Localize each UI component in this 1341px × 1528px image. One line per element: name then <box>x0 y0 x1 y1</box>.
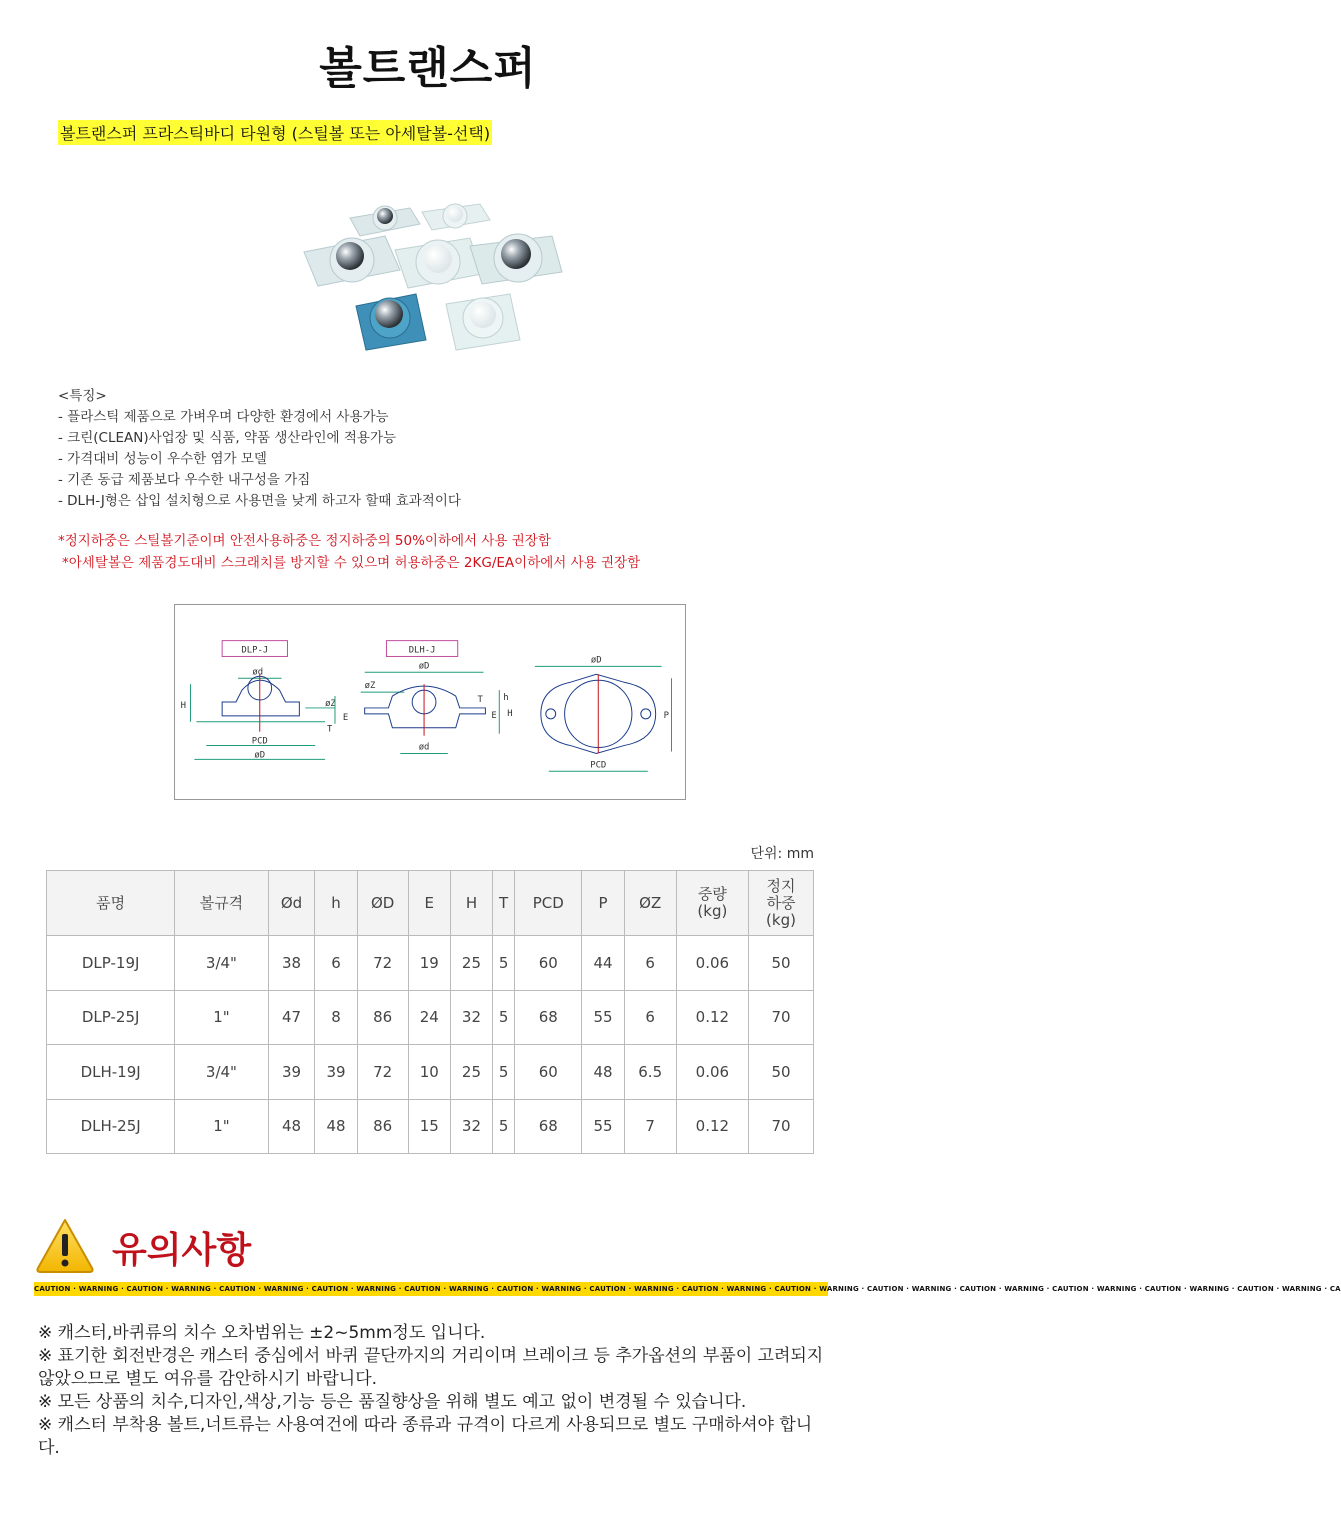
cell: 39 <box>268 1045 315 1100</box>
cell: 47 <box>268 990 315 1045</box>
cell: 32 <box>450 1099 492 1154</box>
load-notes <box>58 530 640 574</box>
dlh-label: DLH-J <box>408 645 436 656</box>
cell: 55 <box>582 1099 624 1154</box>
col-static-load: 정지 하중 (kg) <box>748 871 813 936</box>
cell: 48 <box>315 1099 357 1154</box>
caution-item: ※ 캐스터 부착용 볼트,너트류는 사용여건에 따라 종류과 규격이 다르게 사용되므로 별도 구매하셔야 합니다. <box>38 1415 813 1458</box>
cell: 39 <box>315 1045 357 1100</box>
cell: 68 <box>515 990 582 1045</box>
cell: 10 <box>408 1045 450 1100</box>
transfer-unit-6 <box>356 294 426 350</box>
cell: 6 <box>315 936 357 991</box>
cell: 5 <box>493 1045 515 1100</box>
col-product: 품명 <box>47 871 175 936</box>
cell: 5 <box>493 1099 515 1154</box>
dim-e-dlp: E <box>342 712 349 723</box>
cell: 60 <box>515 1045 582 1100</box>
cell: 55 <box>582 990 624 1045</box>
cell: 5 <box>493 990 515 1045</box>
feature-item: - DLH-J형은 삽입 설치형으로 사용면을 낮게 하고자 할때 효과적이다 <box>58 493 461 509</box>
cell: DLH-25J <box>47 1099 175 1154</box>
cell: 25 <box>450 1045 492 1100</box>
col-od: Ød <box>268 871 315 936</box>
dim-e-dlh: E <box>491 710 497 721</box>
col-ball-size: 볼규격 <box>175 871 268 936</box>
dimension-diagram <box>174 604 686 800</box>
transfer-unit-5 <box>470 234 562 284</box>
dim-t-dlh: T <box>477 695 483 705</box>
dim-oD-top: øD <box>590 655 602 666</box>
cell: 50 <box>748 1045 813 1100</box>
cell: DLP-25J <box>47 990 175 1045</box>
cell: 24 <box>408 990 450 1045</box>
features-section <box>58 386 461 512</box>
transfer-unit-3 <box>304 236 400 286</box>
features-heading: <특징> <box>58 388 107 404</box>
cell: 70 <box>748 1099 813 1154</box>
col-pcd: PCD <box>515 871 582 936</box>
table-row <box>47 1045 814 1100</box>
caution-list <box>38 1322 828 1460</box>
cell: 0.12 <box>676 990 748 1045</box>
col-oz: ØZ <box>624 871 676 936</box>
cell: DLP-19J <box>47 936 175 991</box>
feature-item: - 플라스틱 제품으로 가벼우며 다양한 환경에서 사용가능 <box>58 409 389 425</box>
cell: 50 <box>748 936 813 991</box>
caution-item: ※ 캐스터,바퀴류의 치수 오차범위는 ±2~5mm정도 입니다. <box>38 1323 486 1343</box>
dim-od-dlh: ød <box>418 742 430 753</box>
table-row <box>47 990 814 1045</box>
cell: 3/4" <box>175 1045 268 1100</box>
table-row <box>47 936 814 991</box>
feature-item: - 크린(CLEAN)사업장 및 식품, 약품 생산라인에 적용가능 <box>58 430 397 446</box>
cell: 86 <box>357 990 408 1045</box>
dim-oz-dlp: øZ <box>325 698 336 709</box>
transfer-unit-2 <box>422 204 490 230</box>
cell: 0.06 <box>676 936 748 991</box>
cell: 3/4" <box>175 936 268 991</box>
cell: 1" <box>175 1099 268 1154</box>
dim-oD-dlp: øD <box>254 750 266 761</box>
feature-item: - 기존 동급 제품보다 우수한 내구성을 가짐 <box>58 472 311 488</box>
col-t: T <box>493 871 515 936</box>
cell: 25 <box>450 936 492 991</box>
cell: 15 <box>408 1099 450 1154</box>
cell: 8 <box>315 990 357 1045</box>
caution-item: ※ 모든 상품의 치수,디자인,색상,기능 등은 품질향상을 위해 별도 예고 없이 변경될 수 있습니다. <box>38 1392 747 1412</box>
cell: 1" <box>175 990 268 1045</box>
caution-title: 유의사항 <box>112 1230 252 1271</box>
col-h: h <box>315 871 357 936</box>
cell: 0.06 <box>676 1045 748 1100</box>
dim-t-dlp: T <box>327 724 333 735</box>
dim-h-dlp: H <box>180 700 186 711</box>
cell: 5 <box>493 936 515 991</box>
dim-p-top: P <box>663 710 669 721</box>
cell: DLH-19J <box>47 1045 175 1100</box>
cell: 6 <box>624 936 676 991</box>
dim-pcd-dlp: PCD <box>251 736 268 747</box>
warning-triangle-icon <box>34 1215 96 1275</box>
cell: 19 <box>408 936 450 991</box>
cell: 6.5 <box>624 1045 676 1100</box>
spec-table <box>46 870 814 1154</box>
cell: 60 <box>515 936 582 991</box>
cell: 68 <box>515 1099 582 1154</box>
table-header-row <box>47 871 814 936</box>
product-subtitle: 볼트랜스퍼 프라스틱바디 타원형 (스틸볼 또는 아세탈볼-선택) <box>58 120 492 145</box>
dim-oD-dlh: øD <box>418 661 430 672</box>
dim-h-dlh: H <box>507 708 513 719</box>
caution-tape: CAUTION · WARNING · CAUTION · WARNING · CAUTION · WARNING · CAUTION · WARNING · CAUTION · WARNING · CAUTION · WARNING · CAUTION · WARNING · CAUTION · WARNING · CAUTION · WARNING · CAUTION · WARNING · CAUTION · WARNING · CAUTION · WARNING · CAUTION · WARNING · CAUTION · WARNING · CA <box>34 1282 828 1296</box>
cell: 6 <box>624 990 676 1045</box>
col-e: E <box>408 871 450 936</box>
cell: 86 <box>357 1099 408 1154</box>
dlp-label: DLP-J <box>241 645 269 656</box>
cell: 72 <box>357 1045 408 1100</box>
cell: 44 <box>582 936 624 991</box>
unit-label: 단위: mm <box>750 846 814 862</box>
dim-pcd-top: PCD <box>590 760 607 771</box>
note-acetal-ball: *아세탈볼은 제품경도대비 스크래치를 방지할 수 있으며 허용하중은 2KG/EA이하에서 사용 권장함 <box>62 555 641 571</box>
cell: 7 <box>624 1099 676 1154</box>
cell: 70 <box>748 990 813 1045</box>
dim-od-dlp: ød <box>252 667 264 678</box>
transfer-unit-7 <box>446 294 520 350</box>
cell: 38 <box>268 936 315 991</box>
dim-hh-dlh: h <box>503 693 509 704</box>
col-oD: ØD <box>357 871 408 936</box>
page-title: 볼트랜스퍼 <box>319 43 537 94</box>
feature-item: - 가격대비 성능이 우수한 염가 모델 <box>58 451 267 467</box>
cell: 48 <box>582 1045 624 1100</box>
note-static-load: *정지하중은 스틸볼기준이며 안전사용하중은 정지하중의 50%이하에서 사용 권장함 <box>58 533 551 549</box>
transfer-unit-1 <box>350 206 420 236</box>
caution-item: ※ 표기한 회전반경은 캐스터 중심에서 바퀴 끝단까지의 거리이며 브레이크 등 추가옵션의 부품이 고려되지 않았으므로 별도 여유를 감안하시기 바랍니다. <box>38 1346 824 1389</box>
col-weight: 중량 (kg) <box>676 871 748 936</box>
col-H: H <box>450 871 492 936</box>
product-photo <box>290 190 570 360</box>
transfer-unit-4 <box>395 238 482 288</box>
cell: 32 <box>450 990 492 1045</box>
cell: 0.12 <box>676 1099 748 1154</box>
col-p: P <box>582 871 624 936</box>
cell: 48 <box>268 1099 315 1154</box>
cell: 72 <box>357 936 408 991</box>
dim-oz-dlh: øZ <box>364 681 376 692</box>
table-row <box>47 1099 814 1154</box>
